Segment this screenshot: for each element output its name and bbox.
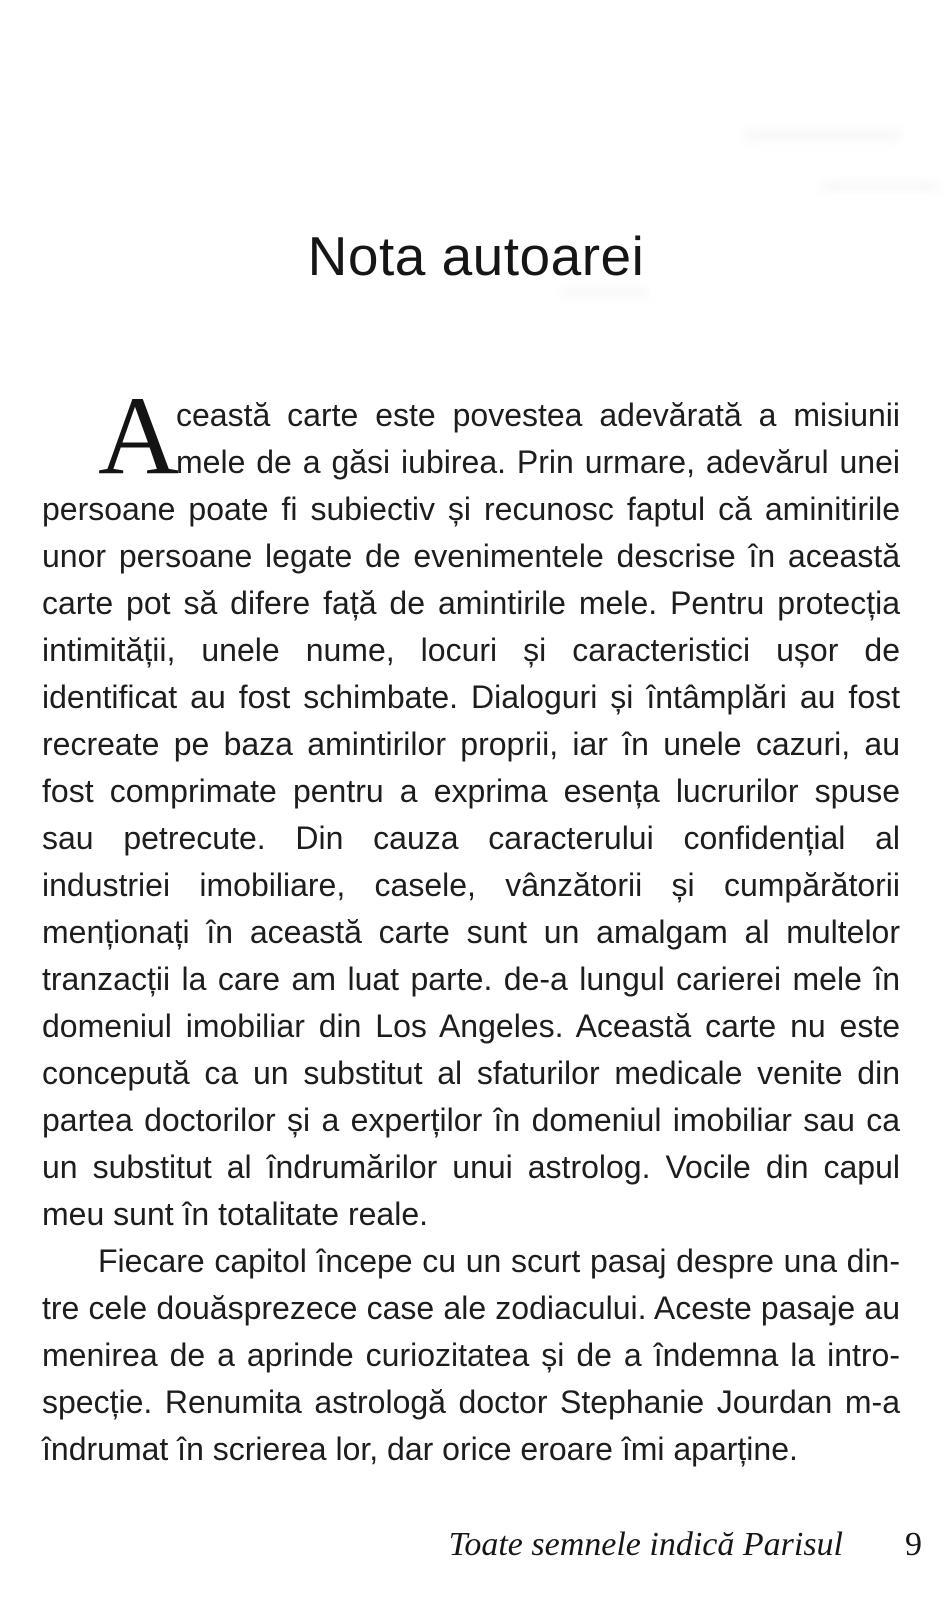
running-footer-book-title: Toate semnele indică Parisul <box>448 1526 843 1563</box>
print-bleed-artifact <box>560 288 650 297</box>
drop-cap-letter: A <box>98 374 179 498</box>
text-line: intimității, unele nume, locuri și caracteristici ușor de <box>42 632 900 668</box>
text-line: recreate pe baza amintirilor proprii, iar în unele cazuri, au <box>42 726 900 762</box>
text-line: carte pot să difere față de amintirile mele. Pentru protecția <box>42 585 900 621</box>
text-line: partea doctorilor și a experților în domeniul imobiliar sau ca <box>42 1102 900 1138</box>
chapter-title: Nota autoarei <box>307 225 645 287</box>
print-bleed-artifact <box>742 130 902 141</box>
text-line: sau petrecute. Din cauza caracterului confidențial al <box>42 820 900 856</box>
body-text <box>42 374 900 1473</box>
text-line: tre cele douăsprezece case ale zodiacului. Aceste pasaje au <box>42 1290 900 1326</box>
text-line: ceastă carte este povestea adevărată a misiunii <box>176 397 900 433</box>
text-line: tranzacții la care am luat parte. de-a lungul carierei mele în <box>42 961 900 997</box>
text-line: menționați în această carte sunt un amalgam al multelor <box>42 914 900 950</box>
text-line: concepută ca un substitut al sfaturilor medicale venite din <box>42 1055 900 1091</box>
page-footer <box>449 1526 922 1564</box>
page-number: 9 <box>905 1526 922 1563</box>
text-line: îndrumat în scrierea lor, dar orice eroare îmi aparține. <box>42 1431 798 1467</box>
text-line: domeniul imobiliar din Los Angeles. Această carte nu este <box>42 1008 900 1044</box>
text-line: industriei imobiliare, casele, vânzătorii și cumpărătorii <box>42 867 900 903</box>
text-line: identificat au fost schimbate. Dialoguri și întâmplări au fost <box>42 679 900 715</box>
text-line: meu sunt în totalitate reale. <box>42 1196 428 1232</box>
paragraph <box>42 392 900 1238</box>
text-line: fost comprimate pentru a exprima esența lucrurilor spuse <box>42 773 900 809</box>
text-line: specție. Renumita astrologă doctor Stephanie Jourdan m-a <box>42 1384 900 1420</box>
text-line: Fiecare capitol începe cu un scurt pasaj despre una din- <box>98 1243 900 1279</box>
text-line: unor persoane legate de evenimentele descrise în această <box>42 538 900 574</box>
text-line: persoane poate fi subiectiv și recunosc faptul că aminitirile <box>42 491 900 527</box>
text-line: mele de a găsi iubirea. Prin urmare, adevărul unei <box>176 444 900 480</box>
print-bleed-artifact <box>820 182 940 191</box>
paragraph <box>42 1238 900 1473</box>
text-line: menirea de a aprinde curiozitatea și de a îndemna la intro- <box>42 1337 900 1373</box>
text-line: un substitut al îndrumărilor unui astrolog. Vocile din capul <box>42 1149 900 1185</box>
